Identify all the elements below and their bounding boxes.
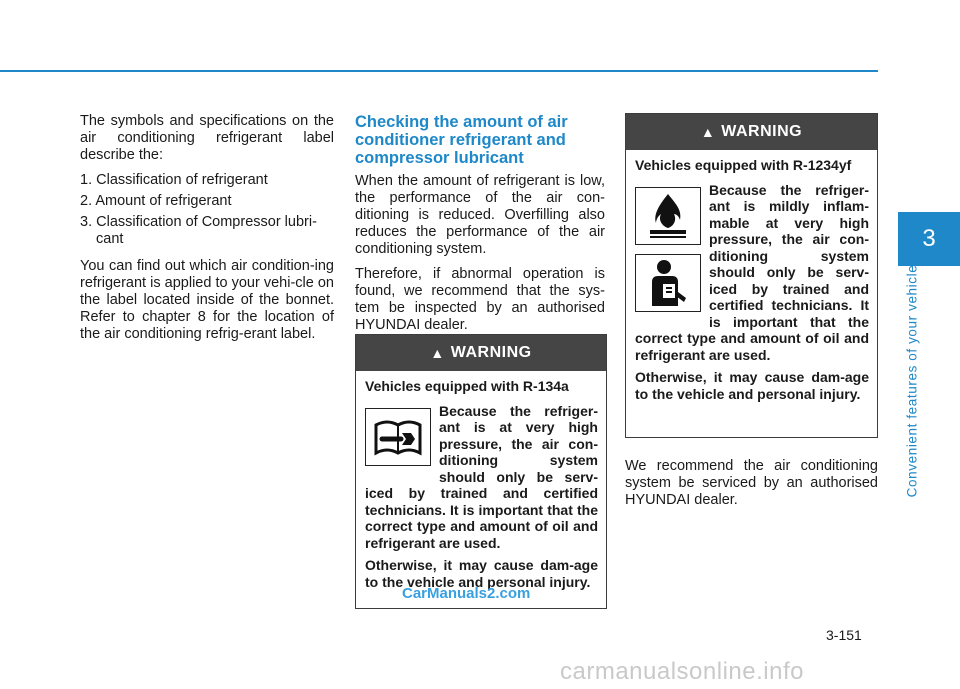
- watermark-carmanualsonline[interactable]: carmanualsonline.info: [560, 658, 804, 685]
- warning-triangle-icon: ▲: [430, 345, 445, 361]
- warning-triangle-icon: ▲: [700, 124, 716, 140]
- warning-box-r1234yf: [625, 113, 878, 438]
- chapter-title-text: Convenient features of your vehicle: [904, 264, 920, 498]
- warning-title: WARNING: [721, 123, 803, 140]
- column-1: [80, 113, 334, 351]
- list-item: 3. Classification of Compressor lubri-cant: [80, 214, 317, 247]
- warning-body: [626, 150, 877, 416]
- technician-icon: [635, 254, 701, 312]
- paragraph: When the amount of refrigerant is low, the performance of the air con-ditioning is reduced. Overfilling also reduces the performance of the air conditioning system.: [355, 173, 605, 257]
- column-2: [355, 113, 605, 342]
- warning-body: [356, 371, 606, 604]
- warning-paragraph: Because the refriger-ant is at very high pressure, the air con-ditioning system should only be serv-iced by trained and certified technicians. It is important that the correct type and amount of oil and refrigerant are used.: [365, 402, 598, 551]
- flame-icon: [635, 187, 701, 245]
- watermark-carmanuals2[interactable]: CarManuals2.com: [402, 585, 531, 602]
- label-items-list: [80, 172, 334, 248]
- list-item: 2. Amount of refrigerant: [80, 193, 232, 209]
- warning-header: [356, 335, 606, 371]
- header-rule: [0, 70, 878, 72]
- page-number: 3-151: [826, 627, 862, 643]
- paragraph: Therefore, if abnormal operation is found, we recommend that the sys-tem be inspected by an authorised HYUNDAI dealer.: [355, 266, 605, 333]
- warning-title: WARNING: [450, 344, 532, 361]
- body-paragraph: You can find out which air condition-ing refrigerant is applied to your vehi-cle on the label located inside of the bonnet. Refer to chapter 8 for the location of the air conditioning refrig-erant label.: [80, 258, 334, 342]
- column-3: [625, 458, 878, 517]
- list-item: 1. Classification of refrigerant: [80, 172, 268, 188]
- manual-wrench-icon: [365, 408, 431, 466]
- warning-header: [626, 114, 877, 150]
- warning-intro: Vehicles equipped with R-134a: [365, 378, 569, 394]
- chapter-number-tab[interactable]: 3: [898, 212, 960, 266]
- chapter-side-title: [898, 266, 926, 496]
- warning-paragraph: Otherwise, it may cause dam-age to the vehicle and personal injury.: [365, 557, 598, 590]
- warning-intro: Vehicles equipped with R-1234yf: [635, 157, 852, 173]
- section-heading: Checking the amount of air conditioner refrigerant and compressor lubricant: [355, 113, 568, 167]
- intro-paragraph: The symbols and specifications on the air conditioning refrigerant label describe the:: [80, 113, 334, 163]
- warning-box-r134a: [355, 334, 607, 609]
- warning-paragraph: Otherwise, it may cause dam-age to the vehicle and personal injury.: [635, 369, 869, 402]
- warning-paragraph: Because the refriger-ant is mildly inflam-mable at very high pressure, the air con-ditioning system should only be serv-iced by trained and certified technicians. It is important that the correct type and amount of oil and refrigerant are used.: [635, 181, 869, 363]
- recommendation-paragraph: We recommend the air conditioning system be serviced by an authorised HYUNDAI dealer.: [625, 458, 878, 508]
